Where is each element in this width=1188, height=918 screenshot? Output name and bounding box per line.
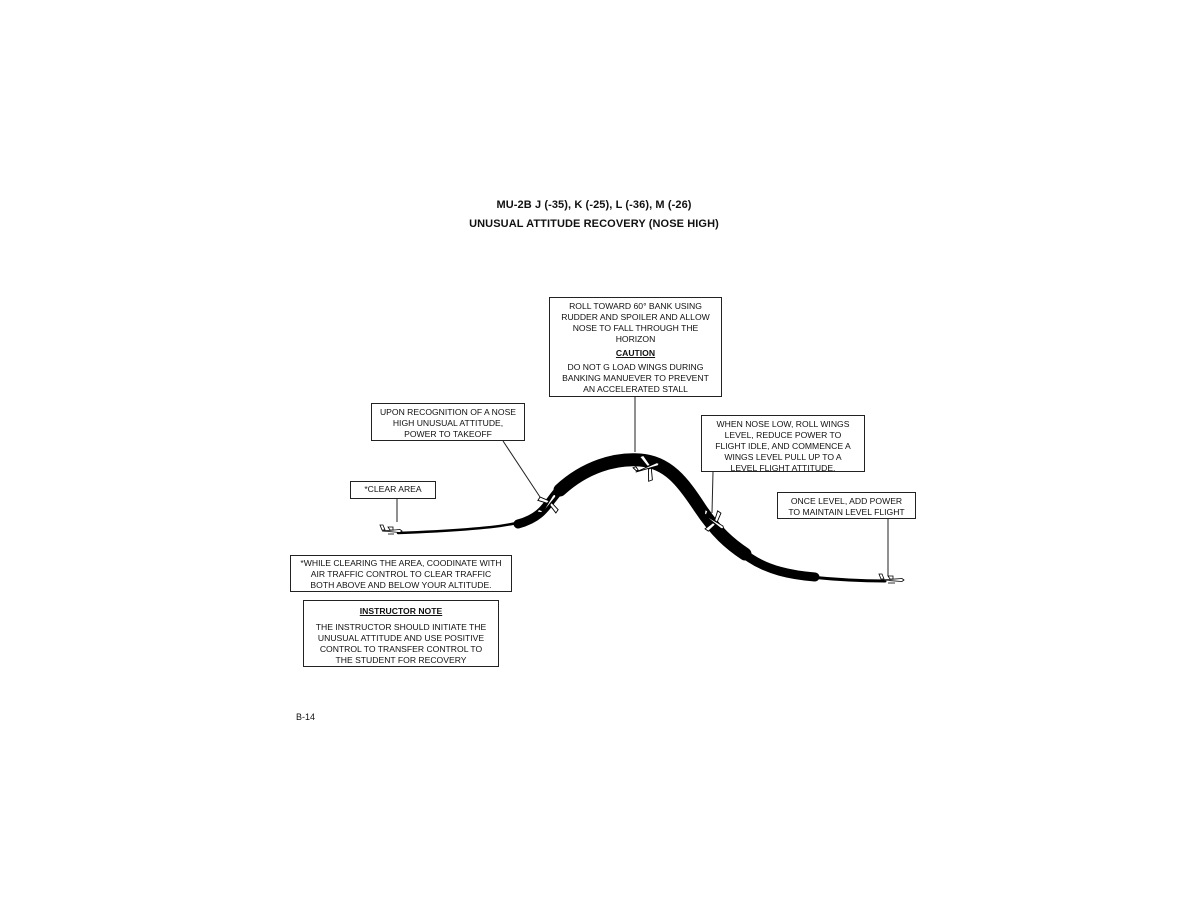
callout-roll-line: NOSE TO FALL THROUGH THE: [572, 323, 699, 333]
callout-while-clearing-line: AIR TRAFFIC CONTROL TO CLEAR TRAFFIC: [310, 569, 492, 579]
callout-nose-low-line: WINGS LEVEL PULL UP TO A: [724, 452, 842, 462]
instructor-note-line: CONTROL TO TRANSFER CONTROL TO: [319, 644, 483, 654]
diagram-title: MU-2B J (-35), K (-25), L (-36), M (-26): [496, 199, 692, 211]
callout-recognition-line: POWER TO TAKEOFF: [404, 429, 492, 439]
callout-nose-low-line: LEVEL FLIGHT ATTITUDE.: [730, 463, 836, 473]
caution-line: BANKING MANUEVER TO PREVENT: [562, 373, 709, 383]
callout-clear-area-text: *CLEAR AREA: [364, 484, 422, 494]
instructor-note-line: UNUSUAL ATTITUDE AND USE POSITIVE: [317, 633, 485, 643]
instructor-note-line: THE INSTRUCTOR SHOULD INITIATE THE: [315, 622, 487, 632]
callout-recognition: [371, 403, 525, 441]
callout-recognition-line: UPON RECOGNITION OF A NOSE: [379, 407, 517, 417]
callout-instructor-note: [303, 600, 499, 667]
callout-nose-low-line: WHEN NOSE LOW, ROLL WINGS: [716, 419, 850, 429]
caution-line: AN ACCELERATED STALL: [583, 384, 688, 394]
leader-line-nose-low: [712, 472, 713, 513]
callout-while-clearing-line: BOTH ABOVE AND BELOW YOUR ALTITUDE.: [310, 580, 492, 590]
diagram-subtitle: UNUSUAL ATTITUDE RECOVERY (NOSE HIGH): [469, 218, 719, 230]
aircraft-level-entry-icon: [380, 525, 402, 534]
callout-nose-low-line: FLIGHT IDLE, AND COMMENCE A: [715, 441, 851, 451]
callout-clear-area: [350, 481, 436, 499]
callout-once-level-line: ONCE LEVEL, ADD POWER: [790, 496, 903, 506]
page-number: B-14: [296, 712, 316, 722]
callout-roll-line: ROLL TOWARD 60° BANK USING: [569, 301, 702, 311]
leader-line-recognition: [503, 441, 540, 497]
flight-path-level-exit: [810, 577, 885, 581]
instructor-note-line: THE STUDENT FOR RECOVERY: [335, 655, 467, 665]
flight-path-level-entry: [398, 522, 520, 533]
callout-while-clearing-line: *WHILE CLEARING THE AREA, COODINATE WITH: [300, 558, 502, 568]
callout-while-clearing: [290, 555, 512, 592]
callout-once-level: [777, 492, 916, 519]
callout-recognition-line: HIGH UNUSUAL ATTITUDE,: [392, 418, 504, 428]
callout-once-level-line: TO MAINTAIN LEVEL FLIGHT: [788, 507, 905, 517]
callout-roll-line: RUDDER AND SPOILER AND ALLOW: [561, 312, 710, 322]
caution-heading: CAUTION: [615, 348, 656, 358]
callout-nose-low-line: LEVEL, REDUCE POWER TO: [724, 430, 842, 440]
callout-roll-line: HORIZON: [615, 334, 656, 344]
caution-line: DO NOT G LOAD WINGS DURING: [567, 362, 704, 372]
instructor-note-heading: INSTRUCTOR NOTE: [359, 606, 443, 616]
callout-roll-toward-bank: [549, 297, 722, 397]
flight-path-ribbon: [518, 460, 815, 577]
callout-nose-low: [701, 415, 865, 472]
